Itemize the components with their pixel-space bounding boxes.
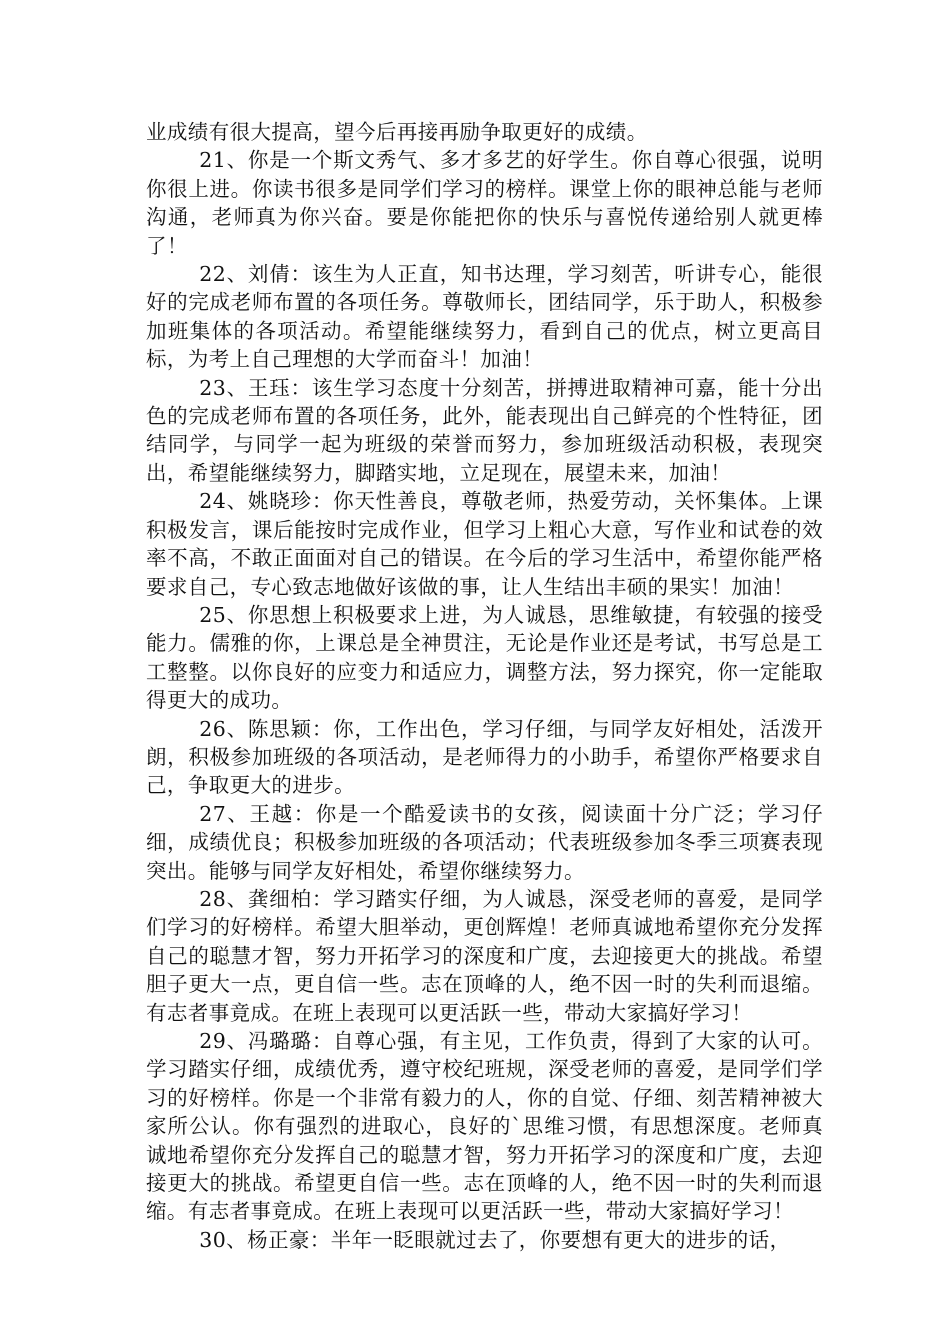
paragraph-comment-29: 29、冯璐璐：自尊心强，有主见，工作负责，得到了大家的认可。学习踏实仔细，成绩优秀，遵守校纪班规，深受老师的喜爱，是同学们学习的好榜样。你是一个非常有毅力的人，你的自觉、仔细、刻苦精神被大家所公认。你有强烈的进取心，良好的`思维习惯，有思想深度。老师真诚地希望你充分发挥自己的聪慧才智，努力开拓学习的深度和广度，去迎接更大的挑战。希望更自信一些。志在顶峰的人，绝不因一时的失利而退缩。有志者事竟成。在班上表现可以更活跃一些，带动大家搞好学习！ xyxy=(146,1029,823,1224)
paragraph-comment-30: 30、杨正豪：半年一眨眼就过去了，你要想有更大的进步的话， xyxy=(199,1227,791,1252)
paragraph-comment-25: 25、你思想上积极要求上进，为人诚恳，思维敏捷，有较强的接受能力。儒雅的你，上课总是全神贯注，无论是作业还是考试，书写总是工工整整。以你良好的应变力和适应力，调整方法，努力探究，你一定能取得更大的成功。 xyxy=(146,602,823,713)
paragraph-comment-24: 24、姚晓珍：你天性善良，尊敬老师，热爱劳动，关怀集体。上课积极发言，课后能按时完成作业，但学习上粗心大意，写作业和试卷的效率不高，不敢正面面对自己的错误。在今后的学习生活中，希望你能严格要求自己，专心致志地做好该做的事，让人生结出丰硕的果实！加油！ xyxy=(146,489,823,599)
paragraph-continuation: 业成绩有很大提高，望今后再接再励争取更好的成绩。 xyxy=(146,120,648,144)
paragraph-comment-28: 28、龚细柏：学习踏实仔细，为人诚恳，深受老师的喜爱，是同学们学习的好榜样。希望大胆举动，更创辉煌！老师真诚地希望你充分发挥自己的聪慧才智，努力开拓学习的深度和广度，去迎接更大的挑战。希望胆子更大一点，更自信一些。志在顶峰的人，绝不因一时的失利而退缩。有志者事竟成。在班上表现可以更活跃一些，带动大家搞好学习！ xyxy=(146,886,823,1025)
paragraph-comment-27: 27、王越：你是一个酷爱读书的女孩，阅读面十分广泛；学习仔细，成绩优良；积极参加班级的各项活动；代表班级参加冬季三项赛表现突出。能够与同学友好相处，希望你继续努力。 xyxy=(146,801,823,883)
paragraph-comment-22: 22、刘倩：该生为人正直，知书达理，学习刻苦，听讲专心，能很好的完成老师布置的各项任务。尊敬师长，团结同学，乐于助人，积极参加班集体的各项活动。希望能继续努力，看到自己的优点，树立更高目标，为考上自己理想的大学而奋斗！加油！ xyxy=(146,262,823,372)
paragraph-comment-23: 23、王珏：该生学习态度十分刻苦，拼搏进取精神可嘉，能十分出色的完成老师布置的各项任务，此外，能表现出自己鲜亮的个性特征，团结同学，与同学一起为班级的荣誉而努力，参加班级活动积极，表现突出，希望能继续努力，脚踏实地，立足现在，展望未来，加油！ xyxy=(146,375,823,485)
document-body xyxy=(146,118,823,1254)
paragraph-comment-21: 21、你是一个斯文秀气、多才多艺的好学生。你自尊心很强，说明你很上进。你读书很多是同学们学习的榜样。课堂上你的眼神总能与老师沟通，老师真为你兴奋。要是你能把你的快乐与喜悦传递给别人就更棒了！ xyxy=(146,148,823,258)
paragraph-comment-26: 26、陈思颖：你，工作出色，学习仔细，与同学友好相处，活泼开朗，积极参加班级的各项活动，是老师得力的小助手，希望你严格要求自己，争取更大的进步。 xyxy=(146,716,823,798)
